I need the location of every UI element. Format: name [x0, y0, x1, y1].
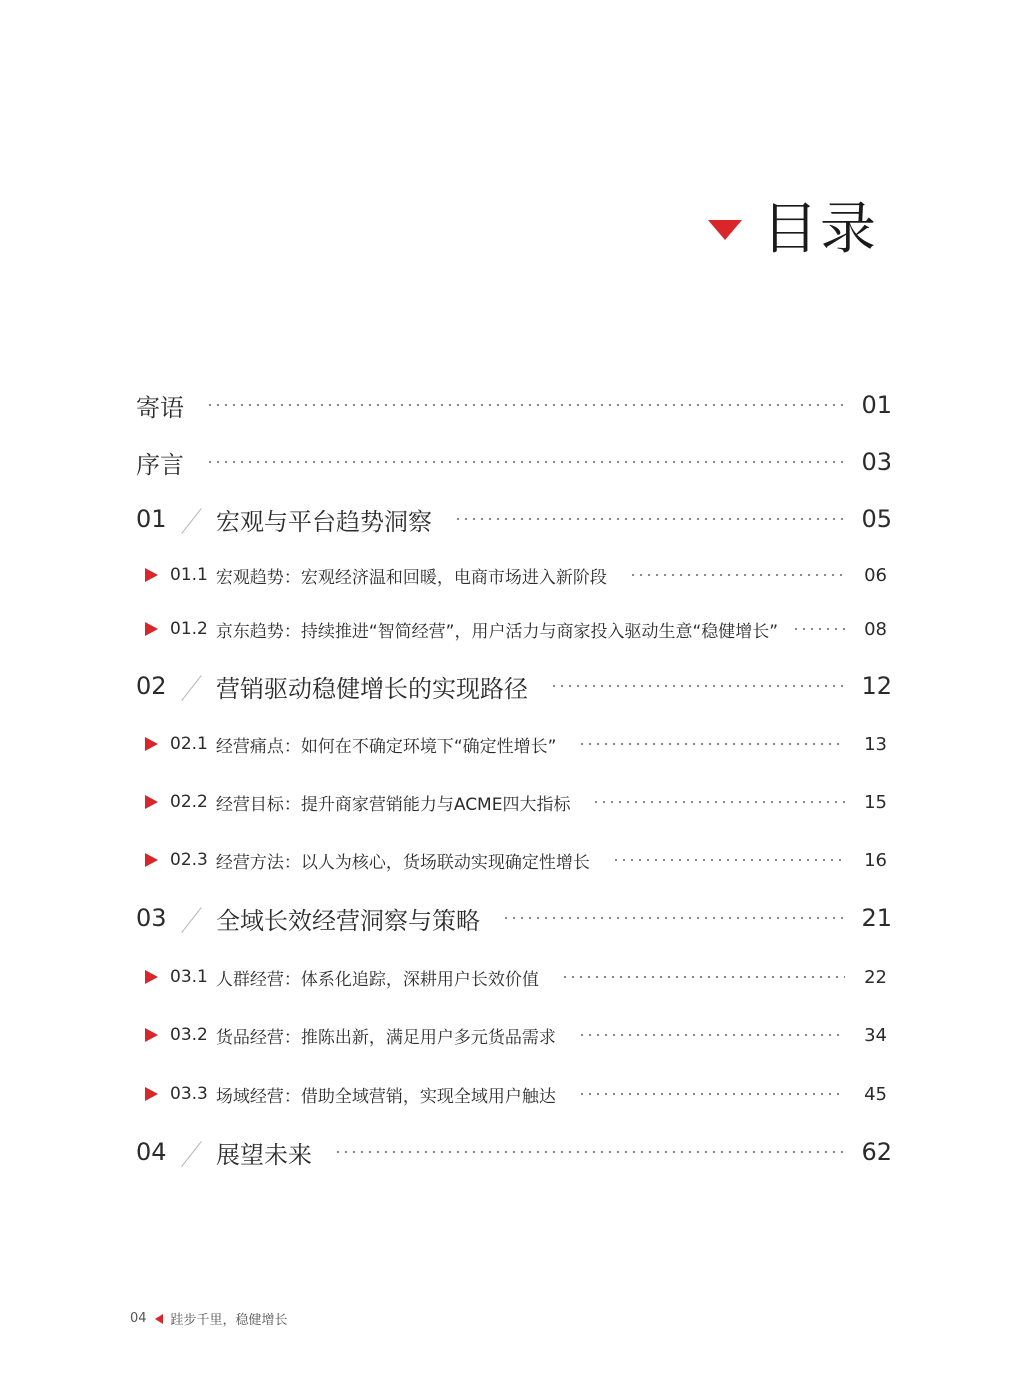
slash-divider	[182, 903, 202, 933]
subsection-page: 45	[864, 1083, 887, 1105]
toc-section-02[interactable]	[136, 668, 892, 704]
subsection-number: 03.1	[170, 967, 208, 987]
toc-section-04[interactable]	[136, 1134, 892, 1170]
toc-subsection[interactable]	[145, 962, 887, 992]
footer-text: 跬步千里，稳健增长	[170, 1313, 288, 1328]
triangle-right-icon	[145, 568, 158, 582]
leader-dots	[612, 859, 845, 861]
section-page: 62	[861, 1138, 892, 1166]
triangle-right-icon	[145, 737, 158, 751]
leader-dots	[578, 1093, 845, 1095]
section-label: 宏观与平台趋势洞察	[216, 507, 432, 536]
section-label: 展望未来	[216, 1140, 312, 1169]
subsection-number: 02.1	[170, 734, 208, 754]
section-number: 03	[136, 904, 167, 932]
subsection-label: 经营痛点：如何在不确定环境下“确定性增长”	[215, 736, 557, 757]
toc-entry-page: 01	[861, 391, 892, 419]
section-page: 05	[861, 505, 892, 533]
toc-subsection[interactable]	[145, 614, 887, 644]
section-page: 21	[861, 904, 892, 932]
section-number: 04	[136, 1138, 167, 1166]
toc-entry-label: 序言	[136, 450, 184, 479]
leader-dots	[629, 574, 845, 576]
toc-entry-preface[interactable]	[136, 444, 892, 480]
subsection-number: 03.3	[170, 1084, 208, 1104]
leader-dots	[502, 917, 846, 919]
subsection-label: 经营方法：以人为核心，货场联动实现确定性增长	[215, 852, 590, 873]
toc-subsection[interactable]	[145, 729, 887, 759]
leader-dots	[561, 976, 845, 978]
subsection-label: 场域经营：借助全域营销，实现全域用户触达	[215, 1086, 556, 1107]
subsection-label: 货品经营：推陈出新，满足用户多元货品需求	[215, 1027, 556, 1048]
toc-section-01[interactable]	[136, 501, 892, 537]
leader-dots	[206, 404, 846, 406]
leader-dots	[578, 1034, 845, 1036]
subsection-page: 15	[864, 791, 887, 813]
subsection-page: 08	[864, 618, 887, 640]
subsection-number: 01.2	[170, 619, 208, 639]
section-page: 12	[861, 672, 892, 700]
toc-subsection[interactable]	[145, 845, 887, 875]
subsection-label: 人群经营：体系化追踪，深耕用户长效价值	[215, 969, 539, 990]
page-footer	[130, 1309, 288, 1328]
toc-entry-page: 03	[861, 448, 892, 476]
footer-page-number: 04	[130, 1311, 147, 1326]
toc-subsection[interactable]	[145, 1079, 887, 1109]
triangle-down-icon	[708, 220, 742, 240]
toc-title-block	[0, 198, 900, 262]
subsection-page: 22	[864, 966, 887, 988]
triangle-right-icon	[145, 1028, 158, 1042]
slash-divider	[182, 504, 202, 534]
leader-dots	[578, 743, 845, 745]
triangle-right-icon	[145, 622, 158, 636]
toc-entry-foreword[interactable]	[136, 387, 892, 423]
triangle-right-icon	[145, 970, 158, 984]
triangle-right-icon	[145, 853, 158, 867]
triangle-left-icon	[155, 1314, 163, 1324]
subsection-number: 03.2	[170, 1025, 208, 1045]
subsection-page: 06	[864, 564, 887, 586]
subsection-page: 16	[864, 849, 887, 871]
leader-dots	[334, 1151, 846, 1153]
toc-entry-label: 寄语	[136, 393, 184, 422]
triangle-right-icon	[145, 1087, 158, 1101]
subsection-number: 01.1	[170, 565, 208, 585]
subsection-number: 02.3	[170, 850, 208, 870]
subsection-label: 经营目标：提升商家营销能力与ACME四大指标	[215, 794, 571, 815]
leader-dots	[454, 518, 846, 520]
leader-dots	[792, 628, 845, 630]
leader-dots	[206, 461, 846, 463]
section-number: 01	[136, 505, 167, 533]
section-number: 02	[136, 672, 167, 700]
toc-subsection[interactable]	[145, 787, 887, 817]
subsection-number: 02.2	[170, 792, 208, 812]
subsection-label: 宏观趋势：宏观经济温和回暖，电商市场进入新阶段	[215, 567, 607, 588]
section-label: 营销驱动稳健增长的实现路径	[216, 674, 528, 703]
slash-divider	[182, 671, 202, 701]
toc-subsection[interactable]	[145, 1020, 887, 1050]
leader-dots	[592, 801, 845, 803]
section-label: 全域长效经营洞察与策略	[216, 906, 480, 935]
subsection-page: 13	[864, 733, 887, 755]
triangle-right-icon	[145, 795, 158, 809]
leader-dots	[550, 685, 846, 687]
toc-section-03[interactable]	[136, 900, 892, 936]
toc-subsection[interactable]	[145, 560, 887, 590]
slash-divider	[182, 1137, 202, 1167]
page-title: 目录	[762, 197, 878, 262]
subsection-page: 34	[864, 1024, 887, 1046]
subsection-label: 京东趋势：持续推进“智简经营”，用户活力与商家投入驱动生意“稳健增长”	[215, 621, 779, 642]
